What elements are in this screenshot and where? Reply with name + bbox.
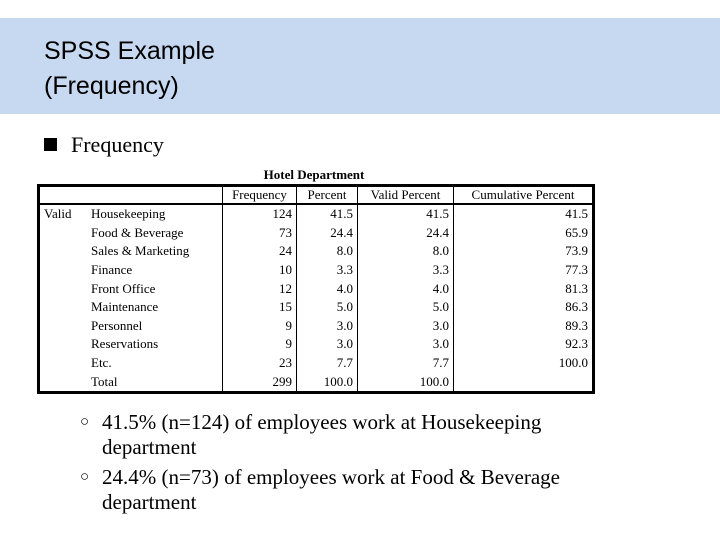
note-1-line-2: department	[102, 435, 197, 459]
row-group-label	[39, 242, 88, 261]
cell-cumulative-percent: 81.3	[565, 280, 588, 296]
cell-cumulative-percent: 92.3	[565, 336, 588, 352]
row-group-label	[39, 335, 88, 354]
row-group-label	[39, 279, 88, 298]
row-group-label	[39, 224, 88, 243]
row-label: Sales & Marketing	[87, 242, 223, 261]
row-label: Housekeeping	[87, 204, 223, 224]
row-label: Total	[87, 372, 223, 392]
cell-frequency: 124	[223, 204, 297, 224]
cell-cumulative-percent: 89.3	[565, 317, 588, 333]
cell-frequency: 12	[223, 279, 297, 298]
table-row	[39, 298, 594, 317]
cell-frequency: 9	[223, 335, 297, 354]
row-group-label	[39, 317, 88, 336]
cell-valid-percent: 3.0	[358, 335, 454, 354]
cell-valid-percent: 24.4	[358, 224, 454, 243]
cell-valid-percent: 7.7	[358, 354, 454, 373]
cell-valid-percent: 5.0	[358, 298, 454, 317]
table-row	[39, 261, 594, 280]
cell-frequency: 299	[223, 372, 297, 392]
cell-cumulative-percent: 41.5	[565, 206, 588, 222]
slide-title	[44, 34, 215, 104]
cell-valid-percent: 3.3	[358, 261, 454, 280]
cell-cumulative-percent: 100.0	[558, 355, 588, 371]
cell-valid-percent: 3.0	[358, 317, 454, 336]
row-label: Maintenance	[87, 298, 223, 317]
row-group-label	[39, 261, 88, 280]
table-row	[39, 335, 594, 354]
cell-frequency: 9	[223, 317, 297, 336]
main-bullet-text: Frequency	[71, 132, 164, 157]
cell-percent: 3.3	[297, 261, 358, 280]
table-row	[39, 317, 594, 336]
note-1-line-1: 41.5% (n=124) of employees work at Housekeeping	[102, 410, 542, 434]
row-label: Front Office	[87, 279, 223, 298]
note-2-line-2: department	[102, 490, 197, 514]
cell-frequency: 10	[223, 261, 297, 280]
cell-percent: 5.0	[297, 298, 358, 317]
cell-valid-percent: 8.0	[358, 242, 454, 261]
note-2-line-1: 24.4% (n=73) of employees work at Food & Beverage	[102, 465, 560, 489]
table-row	[39, 204, 594, 224]
table-row	[39, 372, 594, 392]
circle-bullet-icon: ○	[80, 469, 90, 485]
column-header-frequency: Frequency	[223, 186, 297, 205]
cell-valid-percent: 4.0	[358, 279, 454, 298]
row-label: Food & Beverage	[87, 224, 223, 243]
row-group-label	[39, 298, 88, 317]
title-line-2: (Frequency)	[44, 72, 179, 100]
table-header-row	[39, 186, 594, 205]
cell-frequency: 73	[223, 224, 297, 243]
table-row	[39, 224, 594, 243]
table-row	[39, 242, 594, 261]
cell-percent: 3.0	[297, 335, 358, 354]
row-group-label	[39, 372, 88, 392]
cell-cumulative-percent: 65.9	[565, 224, 588, 240]
header-empty-2	[87, 186, 223, 205]
main-bullet	[44, 132, 164, 158]
cell-percent: 3.0	[297, 317, 358, 336]
row-label: Etc.	[87, 354, 223, 373]
cell-percent: 24.4	[297, 224, 358, 243]
table-row	[39, 354, 594, 373]
cell-cumulative-percent	[454, 372, 594, 392]
table-row	[39, 279, 594, 298]
row-label: Reservations	[87, 335, 223, 354]
header-empty-1	[39, 186, 88, 205]
column-header-percent: Percent	[297, 186, 358, 205]
cell-cumulative-percent: 86.3	[565, 299, 588, 315]
cell-percent: 8.0	[297, 242, 358, 261]
cell-valid-percent: 41.5	[358, 204, 454, 224]
cell-frequency: 23	[223, 354, 297, 373]
cell-valid-percent: 100.0	[358, 372, 454, 392]
column-header-cumulative-percent: Cumulative Percent	[454, 186, 594, 205]
title-line-1: SPSS Example	[44, 37, 215, 65]
cell-cumulative-percent: 77.3	[565, 262, 588, 278]
cell-frequency: 24	[223, 242, 297, 261]
square-bullet-icon	[44, 138, 57, 151]
column-header-valid-percent: Valid Percent	[358, 186, 454, 205]
cell-percent: 4.0	[297, 279, 358, 298]
cell-percent: 7.7	[297, 354, 358, 373]
row-group-label	[39, 354, 88, 373]
row-label: Personnel	[87, 317, 223, 336]
cell-percent: 41.5	[297, 204, 358, 224]
cell-frequency: 15	[223, 298, 297, 317]
circle-bullet-icon: ○	[80, 414, 90, 430]
row-label: Finance	[87, 261, 223, 280]
cell-cumulative-percent: 73.9	[565, 243, 588, 259]
row-group-label: Valid	[44, 206, 72, 222]
cell-percent: 100.0	[297, 372, 358, 392]
table-caption: Hotel Department	[263, 167, 365, 182]
frequency-table	[37, 184, 595, 394]
